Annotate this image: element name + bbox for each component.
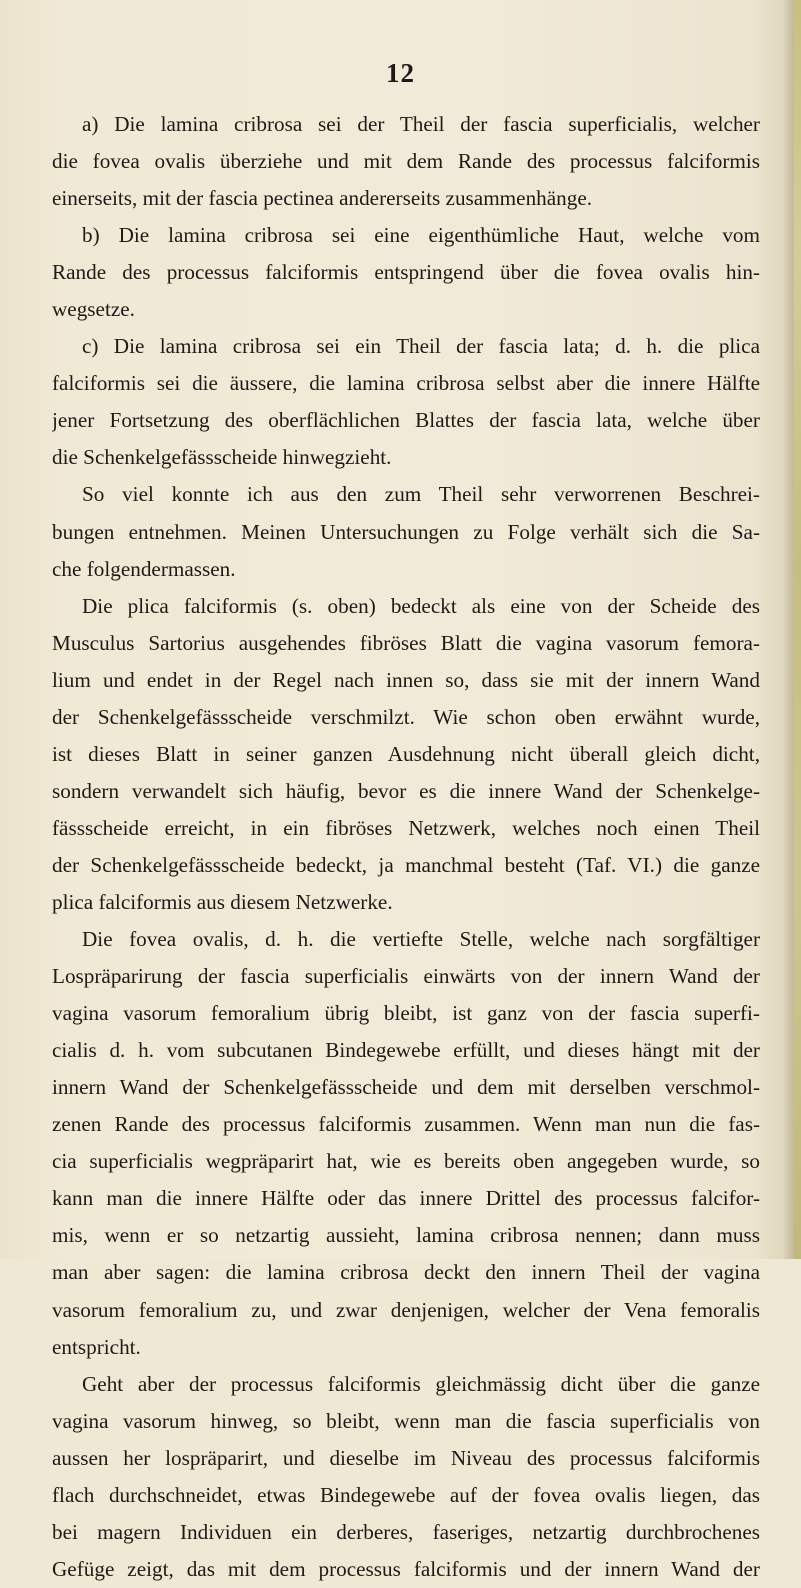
- text-line: Geht aber der processus falciformis gleichmässig dicht über die ganze: [82, 1371, 760, 1396]
- text-line: wegsetze.: [52, 297, 135, 322]
- text-line: lium und endet in der Regel nach innen so, dass sie mit der innern Wand: [52, 667, 760, 692]
- text-line: cia superficialis wegpräparirt hat, wie es bereits oben angegeben wurde, so: [52, 1149, 760, 1174]
- text-line: ist dieses Blatt in seiner ganzen Ausdehnung nicht überall gleich dicht,: [52, 741, 760, 766]
- text-line: die Schenkelgefässscheide hinwegzieht.: [52, 445, 392, 470]
- text-line: Musculus Sartorius ausgehendes fibröses Blatt die vagina vasorum femora-: [52, 630, 760, 655]
- text-line: mis, wenn er so netzartig aussieht, lamina cribrosa nennen; dann muss: [52, 1223, 760, 1248]
- text-line: vagina vasorum femoralium übrig bleibt, ist ganz von der fascia superfi-: [52, 1001, 760, 1026]
- text-line: Gefüge zeigt, das mit dem processus falciformis und der innern Wand der: [52, 1556, 760, 1581]
- text-line: Lospräparirung der fascia superficialis einwärts von der innern Wand der: [52, 964, 760, 989]
- text-line: c) Die lamina cribrosa sei ein Theil der fascia lata; d. h. die plica: [82, 334, 760, 359]
- text-line: falciformis sei die äussere, die lamina cribrosa selbst aber die innere Hälfte: [52, 371, 760, 396]
- page-edge-strip: [794, 0, 801, 1259]
- text-line: der Schenkelgefässscheide bedeckt, ja manchmal besteht (Taf. VI.) die ganze: [52, 852, 760, 877]
- text-line: sondern verwandelt sich häufig, bevor es die innere Wand der Schenkelge-: [52, 778, 760, 803]
- text-line: plica falciformis aus diesem Netzwerke.: [52, 889, 393, 914]
- text-line: a) Die lamina cribrosa sei der Theil der fascia superficialis, welcher: [82, 112, 760, 136]
- text-line: cialis d. h. vom subcutanen Bindegewebe erfüllt, und dieses hängt mit der: [52, 1038, 760, 1063]
- text-line: zenen Rande des processus falciformis zusammen. Wenn man nun die fas-: [52, 1112, 760, 1137]
- text-line: fässscheide erreicht, in ein fibröses Netzwerk, welches noch einen Theil: [52, 815, 760, 840]
- text-line: b) Die lamina cribrosa sei eine eigenthümliche Haut, welche vom: [82, 223, 760, 248]
- body-text: [52, 106, 760, 1588]
- text-line: bei magern Individuen ein derberes, faseriges, netzartig durchbrochenes: [52, 1519, 760, 1544]
- text-line: So viel konnte ich aus den zum Theil sehr verworrenen Beschrei-: [82, 482, 760, 507]
- page-number: 12: [386, 58, 415, 88]
- text-line: der Schenkelgefässscheide verschmilzt. Wie schon oben erwähnt wurde,: [52, 704, 760, 729]
- text-line: entspricht.: [52, 1334, 141, 1359]
- text-line: innern Wand der Schenkelgefässscheide und dem mit derselben verschmol-: [52, 1075, 760, 1100]
- text-line: vasorum femoralium zu, und zwar denjenigen, welcher der Vena femoralis: [52, 1297, 760, 1322]
- text-line: kann man die innere Hälfte oder das innere Drittel des processus falcifor-: [52, 1186, 760, 1211]
- text-line: vagina vasorum hinweg, so bleibt, wenn man die fascia superficialis von: [52, 1408, 760, 1433]
- text-line: che folgendermassen.: [52, 556, 236, 581]
- text-line: Die fovea ovalis, d. h. die vertiefte Stelle, welche nach sorgfältiger: [82, 927, 760, 952]
- text-line: flach durchschneidet, etwas Bindegewebe auf der fovea ovalis liegen, das: [52, 1482, 760, 1507]
- text-line: einerseits, mit der fascia pectinea andererseits zusammenhänge.: [52, 186, 593, 211]
- text-line: bungen entnehmen. Meinen Untersuchungen zu Folge verhält sich die Sa-: [52, 519, 760, 544]
- text-line: die fovea ovalis überziehe und mit dem Rande des processus falciformis: [52, 149, 760, 174]
- text-line: jener Fortsetzung des oberflächlichen Blattes der fascia lata, welche über: [52, 408, 760, 433]
- text-line: aussen her lospräparirt, und dieselbe im Niveau des processus falciformis: [52, 1445, 760, 1470]
- text-line: Die plica falciformis (s. oben) bedeckt als eine von der Scheide des: [82, 593, 760, 618]
- text-line: man aber sagen: die lamina cribrosa deckt den innern Theil der vagina: [52, 1260, 760, 1285]
- text-line: Rande des processus falciformis entspringend über die fovea ovalis hin-: [52, 260, 760, 285]
